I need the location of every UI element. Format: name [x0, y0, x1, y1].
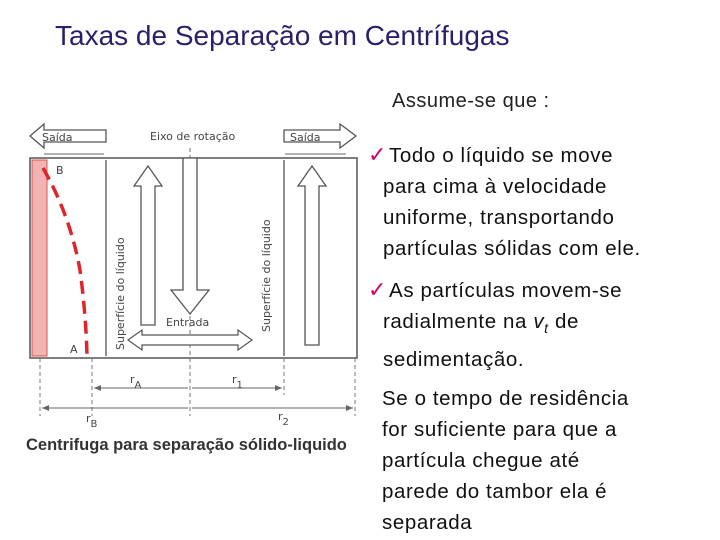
rb-label: rB	[86, 412, 98, 430]
inlet-label: Entrada	[166, 316, 210, 329]
check-icon: ✓	[368, 143, 388, 168]
liquid-surface-right-label: Superfície do líquido	[260, 219, 273, 332]
paragraph-line: partícula chegue até	[382, 449, 580, 472]
liquid-surface-left-label: Superfície do líquido	[114, 237, 127, 350]
r1-label: r1	[232, 373, 243, 391]
r2-label: r2	[278, 410, 289, 428]
bowl-wall	[32, 160, 47, 356]
velocity-subscript: t	[544, 320, 549, 337]
bullet-line: sedimentação.	[383, 348, 525, 372]
bullet-radial-motion	[368, 275, 622, 375]
arrowhead-r2	[346, 405, 353, 411]
bullet-line: radialmente na $v_t$ de	[383, 310, 579, 337]
outlet-left-label: Saída	[42, 131, 73, 144]
axis-label: Eixo de rotação	[150, 130, 236, 143]
bullet-line: ✓As partículas movem-se	[368, 278, 623, 303]
feed-down-arrow	[171, 158, 209, 314]
assume-heading: Assume-se que :	[392, 90, 550, 112]
arrowhead-r1	[275, 385, 282, 391]
arrowhead-rb	[42, 405, 49, 411]
bullet-uniform-flow	[368, 140, 641, 264]
paragraph-line: parede do tambor ela é	[382, 480, 608, 503]
bullet-line: ✓Todo o líquido se move	[368, 143, 614, 168]
ra-label: rA	[130, 373, 142, 391]
paragraph-line: for suficiente para que a	[382, 418, 617, 441]
residence-time-paragraph	[382, 383, 629, 538]
slide-title: Taxas de Separação em Centrífugas	[55, 20, 510, 51]
bullet-line: uniforme, transportando	[383, 206, 615, 229]
velocity-symbol: v	[533, 310, 545, 333]
up-arrow-right	[298, 166, 326, 345]
bullet-line: partículas sólidas com ele.	[383, 237, 641, 260]
paragraph-line: separada	[382, 511, 473, 534]
diagram-caption: Centrifuga para separação sólido-liquido	[26, 436, 347, 454]
point-b-label: B	[56, 164, 64, 177]
bullet-line: para cima à velocidade	[383, 175, 608, 198]
outlet-right-label: Saída	[290, 131, 321, 144]
point-a-label: A	[70, 343, 78, 356]
up-arrow-left	[134, 166, 162, 325]
paragraph-line: Se o tempo de residência	[382, 387, 629, 410]
check-icon: ✓	[368, 278, 388, 303]
particle-trajectory	[43, 168, 87, 356]
arrowhead-ra	[94, 385, 101, 391]
